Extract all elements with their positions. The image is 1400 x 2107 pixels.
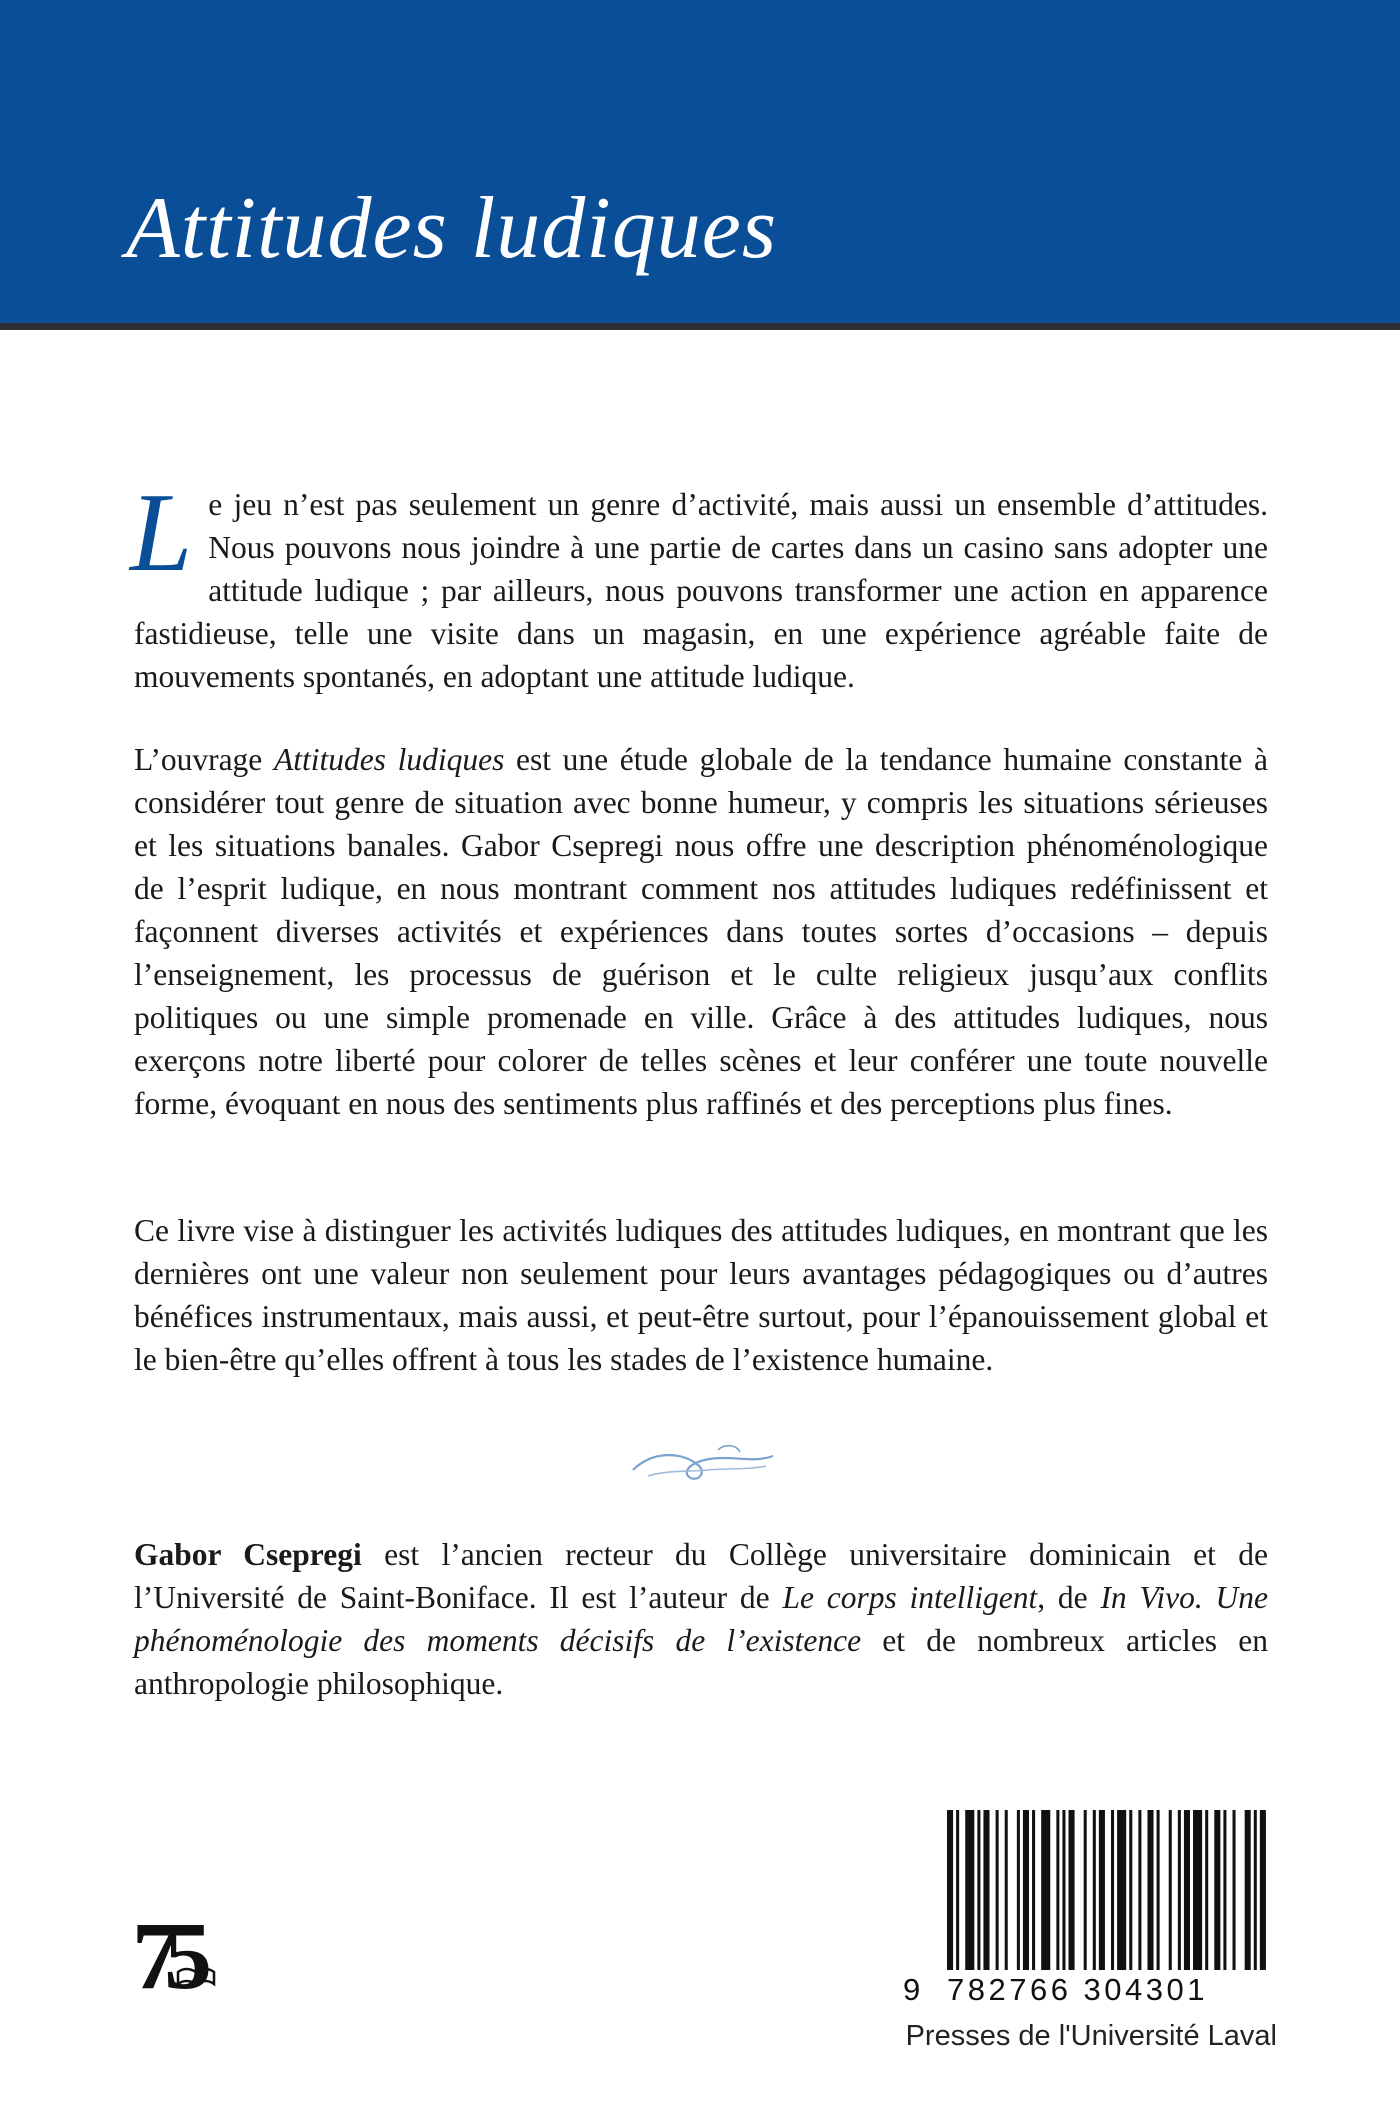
barcode-bar	[1223, 1810, 1226, 1970]
barcode-bar	[1069, 1810, 1075, 1970]
barcode-bar	[965, 1810, 974, 1970]
conclusion-paragraph	[134, 1209, 1268, 1381]
anniversary-logo-number: 75	[132, 1902, 196, 2009]
author-bio-text-2: , de	[1037, 1580, 1101, 1615]
barcode-bar	[1157, 1810, 1160, 1970]
barcode-block	[897, 1810, 1277, 2070]
barcode-bar	[983, 1810, 989, 1970]
barcode-bar	[947, 1810, 953, 1970]
barcode-bar	[1099, 1810, 1105, 1970]
description-paragraph	[134, 738, 1268, 1125]
intro-paragraph-text: e jeu n’est pas seulement un genre d’activité, mais aussi un ensemble d’attitudes. Nous pouvons nous joindre à une partie de cartes dans un casino sans adopter une attitude ludique ; par ailleurs, nous pouvons transformer une action en apparence fastidieuse, telle une visite dans un magasin, en une expérience agréable faite de mouvements spontanés, en adoptant une attitude ludique.	[134, 487, 1268, 694]
author-name: Gabor Csepregi	[134, 1537, 362, 1572]
barcode-bar	[1129, 1810, 1132, 1970]
barcode-bar	[1056, 1810, 1059, 1970]
anniversary-logo	[132, 1902, 242, 2009]
barcode-bar	[1214, 1810, 1220, 1970]
intro-paragraph	[130, 471, 1268, 698]
flourish-ornament	[628, 1440, 778, 1490]
barcode-bar	[1005, 1810, 1008, 1970]
description-text: est une étude globale de la tendance humaine constante à considérer tout genre de situation avec bonne humeur, y compris les situations sérieuses et les situations banales. Gabor Csepregi nous offre une description phénoménologique de l’esprit ludique, en nous montrant comment nos attitudes ludiques redéfinissent et façonnent diverses activités et expériences dans toutes sortes d’occasions – depuis l’enseignement, les processus de guérison et le culte religieux jusqu’aux conflits politiques ou une simple promenade en ville. Grâce à des attitudes ludiques, nous exerçons notre liberté pour colorer de telles scènes et leur conférer une toute nouvelle forme, évoquant en nous des sentiments plus raffinés et des perceptions plus fines.	[134, 742, 1269, 1121]
barcode-bar	[1260, 1810, 1266, 1970]
author-bio-text-1: est l’ancien recteur du Collège universitaire dominicain et de l’Université de Saint-Boniface. Il est l’auteur de	[134, 1537, 1269, 1615]
barcode-bar	[1138, 1810, 1141, 1970]
barcode-bar	[1023, 1810, 1029, 1970]
author-bio	[134, 1533, 1268, 1705]
description-book-title: Attitudes ludiques	[273, 742, 505, 777]
barcode-bar	[1062, 1810, 1065, 1970]
barcode-bar	[1117, 1810, 1126, 1970]
barcode-bar	[1205, 1810, 1208, 1970]
barcode-bar	[1245, 1810, 1251, 1970]
isbn-barcode	[947, 1810, 1272, 1970]
isbn-number	[897, 1972, 1277, 2006]
barcode-bar	[1169, 1810, 1172, 1970]
barcode-bar	[996, 1810, 999, 1970]
publisher-name: Presses de l'Université Laval	[905, 2020, 1277, 2052]
barcode-bar	[977, 1810, 980, 1970]
barcode-bar	[1084, 1810, 1087, 1970]
book-icon	[176, 1966, 216, 1988]
barcode-bar	[1178, 1810, 1181, 1970]
barcode-bar	[1233, 1810, 1236, 1970]
barcode-bar	[1254, 1810, 1257, 1970]
header-band	[0, 0, 1400, 330]
barcode-bar	[1017, 1810, 1020, 1970]
barcode-bar	[1041, 1810, 1050, 1970]
author-book-2: In Vivo. Une phénoménologie des moments décisifs de l’existence	[134, 1580, 1268, 1658]
description-intro: L’ouvrage	[134, 742, 274, 777]
isbn-first-digit: 9	[903, 1972, 921, 2007]
barcode-bar	[1193, 1810, 1202, 1970]
barcode-bar	[1147, 1810, 1153, 1970]
author-bio-text-3: et de nombreux articles en anthropologie philosophique.	[134, 1623, 1268, 1701]
book-title: Attitudes ludiques	[126, 180, 778, 277]
author-book-1: Le corps intelligent	[782, 1580, 1038, 1615]
isbn-digits: 782766 304301	[947, 1972, 1209, 2007]
barcode-bar	[1093, 1810, 1096, 1970]
barcode-bar	[1032, 1810, 1035, 1970]
barcode-bar	[956, 1810, 959, 1970]
barcode-bar	[1184, 1810, 1190, 1970]
barcode-bar	[1111, 1810, 1114, 1970]
conclusion-text: Ce livre vise à distinguer les activités ludiques des attitudes ludiques, en montrant que les dernières ont une valeur non seulement pour leurs avantages pédagogiques ou d’autres bénéfices instrumentaux, mais aussi, et peut-être surtout, pour l’épanouissement global et le bien-être qu’elles offrent à tous les stades de l’existence humaine.	[134, 1213, 1268, 1377]
drop-cap: L	[130, 471, 193, 595]
